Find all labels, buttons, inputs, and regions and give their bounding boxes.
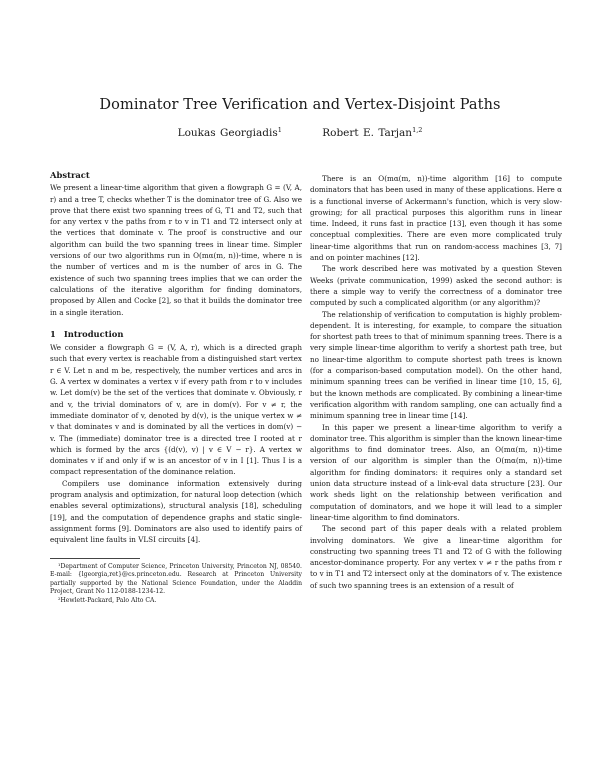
- author-2-name: Robert E. Tarjan: [322, 127, 413, 139]
- body-paragraph: In this paper we present a linear-time algorithm to verify a dominator tree. This algorithm is simpler than the known linear-time algorithms to find dominator trees. Also, an O(mα(m, n))-time version of our algorithm is simpler than the O(mα(m, n))-time algorithm for finding dominators: it requires only a standard set union data structure instead of a link-eval data structure [23]. Our work sheds light on the relationship between verification and computation of dominators, and we hope it will lead to a simpler linear-time algorithm to find dominators.: [310, 422, 562, 522]
- abstract-heading: Abstract: [50, 170, 90, 180]
- footnote-rule: [50, 558, 140, 559]
- section-title: Introduction: [63, 328, 124, 339]
- section-number: 1: [50, 328, 56, 339]
- intro-paragraph: We consider a flowgraph G = (V, A, r), which is a directed graph such that every vertex is reachable from a distinguished start vertex r ∈ V. Let n and m be, respectively, the number vertices and arcs in G. A vertex w dominates a vertex v if every path from r to v includes w. Let dom(v) be the set of the vertices that dominate v. Obviously, r and v, the trivial dominators of v, are in dom(v). For v ≠ r, the immediate dominator of v, denoted by d(v), is the unique vertex w ≠ v that dominates v and is dominated by all the vertices in dom(v) − v. The (immediate) dominator tree is a directed tree I rooted at r which is formed by the arcs {(d(v), v) | v ∈ V − r}. A vertex w dominates v if and only if w is an ancestor of v in I [1]. Thus I is a compact representation of the dominance relation.: [50, 343, 302, 477]
- body-paragraph: The work described here was motivated by a question Steven Weeks (private communication, 1999) asked the second author: is there a simple way to verify the correctness of a dominator tree computed by such a complicated algorithm (or any algorithm)?: [310, 264, 562, 308]
- footnote-affiliation: ¹Department of Computer Science, Princeton University, Princeton NJ, 08540. E-mail: {lgeorgia,ret}@cs.princeton.edu. Research at Princeton University partially supported by the National Science Foundation, under the Aladdin Project, Grant No 112-0188-1234-12.: [50, 562, 302, 595]
- paper-title: Dominator Tree Verification and Vertex-Disjoint Paths: [99, 97, 501, 113]
- author-2-mark: 1,2: [412, 126, 423, 134]
- author-1-mark: 1: [277, 126, 282, 134]
- author-1: [178, 127, 282, 139]
- author-1-name: Loukas Georgiadis: [177, 127, 278, 139]
- body-paragraph: The second part of this paper deals with a related problem involving dominators. We give a linear-time algorithm for constructing two spanning trees T1 and T2 of G with the following ancestor-dominance property. For any vertex v ≠ r the paths from r to v in T1 and T2 intersect only at the dominators of v. The existence of such two spanning trees is an extension of a result of: [310, 524, 562, 590]
- author-2: [322, 127, 422, 139]
- body-paragraph: There is an O(mα(m, n))-time algorithm [16] to compute dominators that has been used in many of these applications. Here α is a functional inverse of Ackermann's function, which is very slow-growing; for all practical purposes this algorithm runs in linear time. Indeed, it runs fast in practice [13], even though it has some conceptual complexities. There are even more complicated truly linear-time algorithms that run on random-access machines [3, 7] and on pointer machines [12].: [310, 174, 562, 263]
- body-paragraph: The relationship of verification to computation is highly problem-dependent. It is interesting, for example, to compare the situation for shortest path trees to that of minimum spanning trees. There is a very simple linear-time algorithm to verify a shortest path tree, but no linear-time algorithm to compute shortest path trees is known (for a comparison-based computation model). On the other hand, minimum spanning trees can be verified in linear time [10, 15, 6], but the known methods are complicated. By combining a linear-time verification algorithm with random sampling, one can actually find a minimum spanning tree in linear time [14].: [310, 309, 562, 421]
- left-column: [50, 170, 302, 605]
- abstract-text: We present a linear-time algorithm that given a flowgraph G = (V, A, r) and a tree T, checks whether T is the dominator tree of G. Also we prove that there exist two spanning trees of G, T1 and T2, such that for any vertex v the paths from r to v in T1 and T2 intersect only at the vertices that dominate v. The proof is constructive and our algorithm can build the two spanning trees in linear time. Simpler versions of our two algorithms run in O(mα(m, n))-time, where n is the number of vertices and m is the number of arcs in G. The existence of such two spanning trees implies that we can order the calculations of the iterative algorithm for finding dominators, proposed by Allen and Cocke [2], so that it builds the dominator tree in a single iteration.: [50, 183, 302, 317]
- footnote-hp: ²Hewlett-Packard, Palo Alto CA.: [58, 596, 157, 604]
- intro-paragraph: Compilers use dominance information extensively during program analysis and optimization, for natural loop detection (which enables several optimizations), structural analysis [18], scheduling [19], and the computation of dependence graphs and static single-assignment forms [9]. Dominators are also used to identify pairs of equivalent line faults in VLSI circuits [4].: [50, 478, 302, 545]
- right-column: [310, 173, 562, 591]
- author-line: [0, 127, 600, 139]
- introduction-heading: [50, 329, 302, 340]
